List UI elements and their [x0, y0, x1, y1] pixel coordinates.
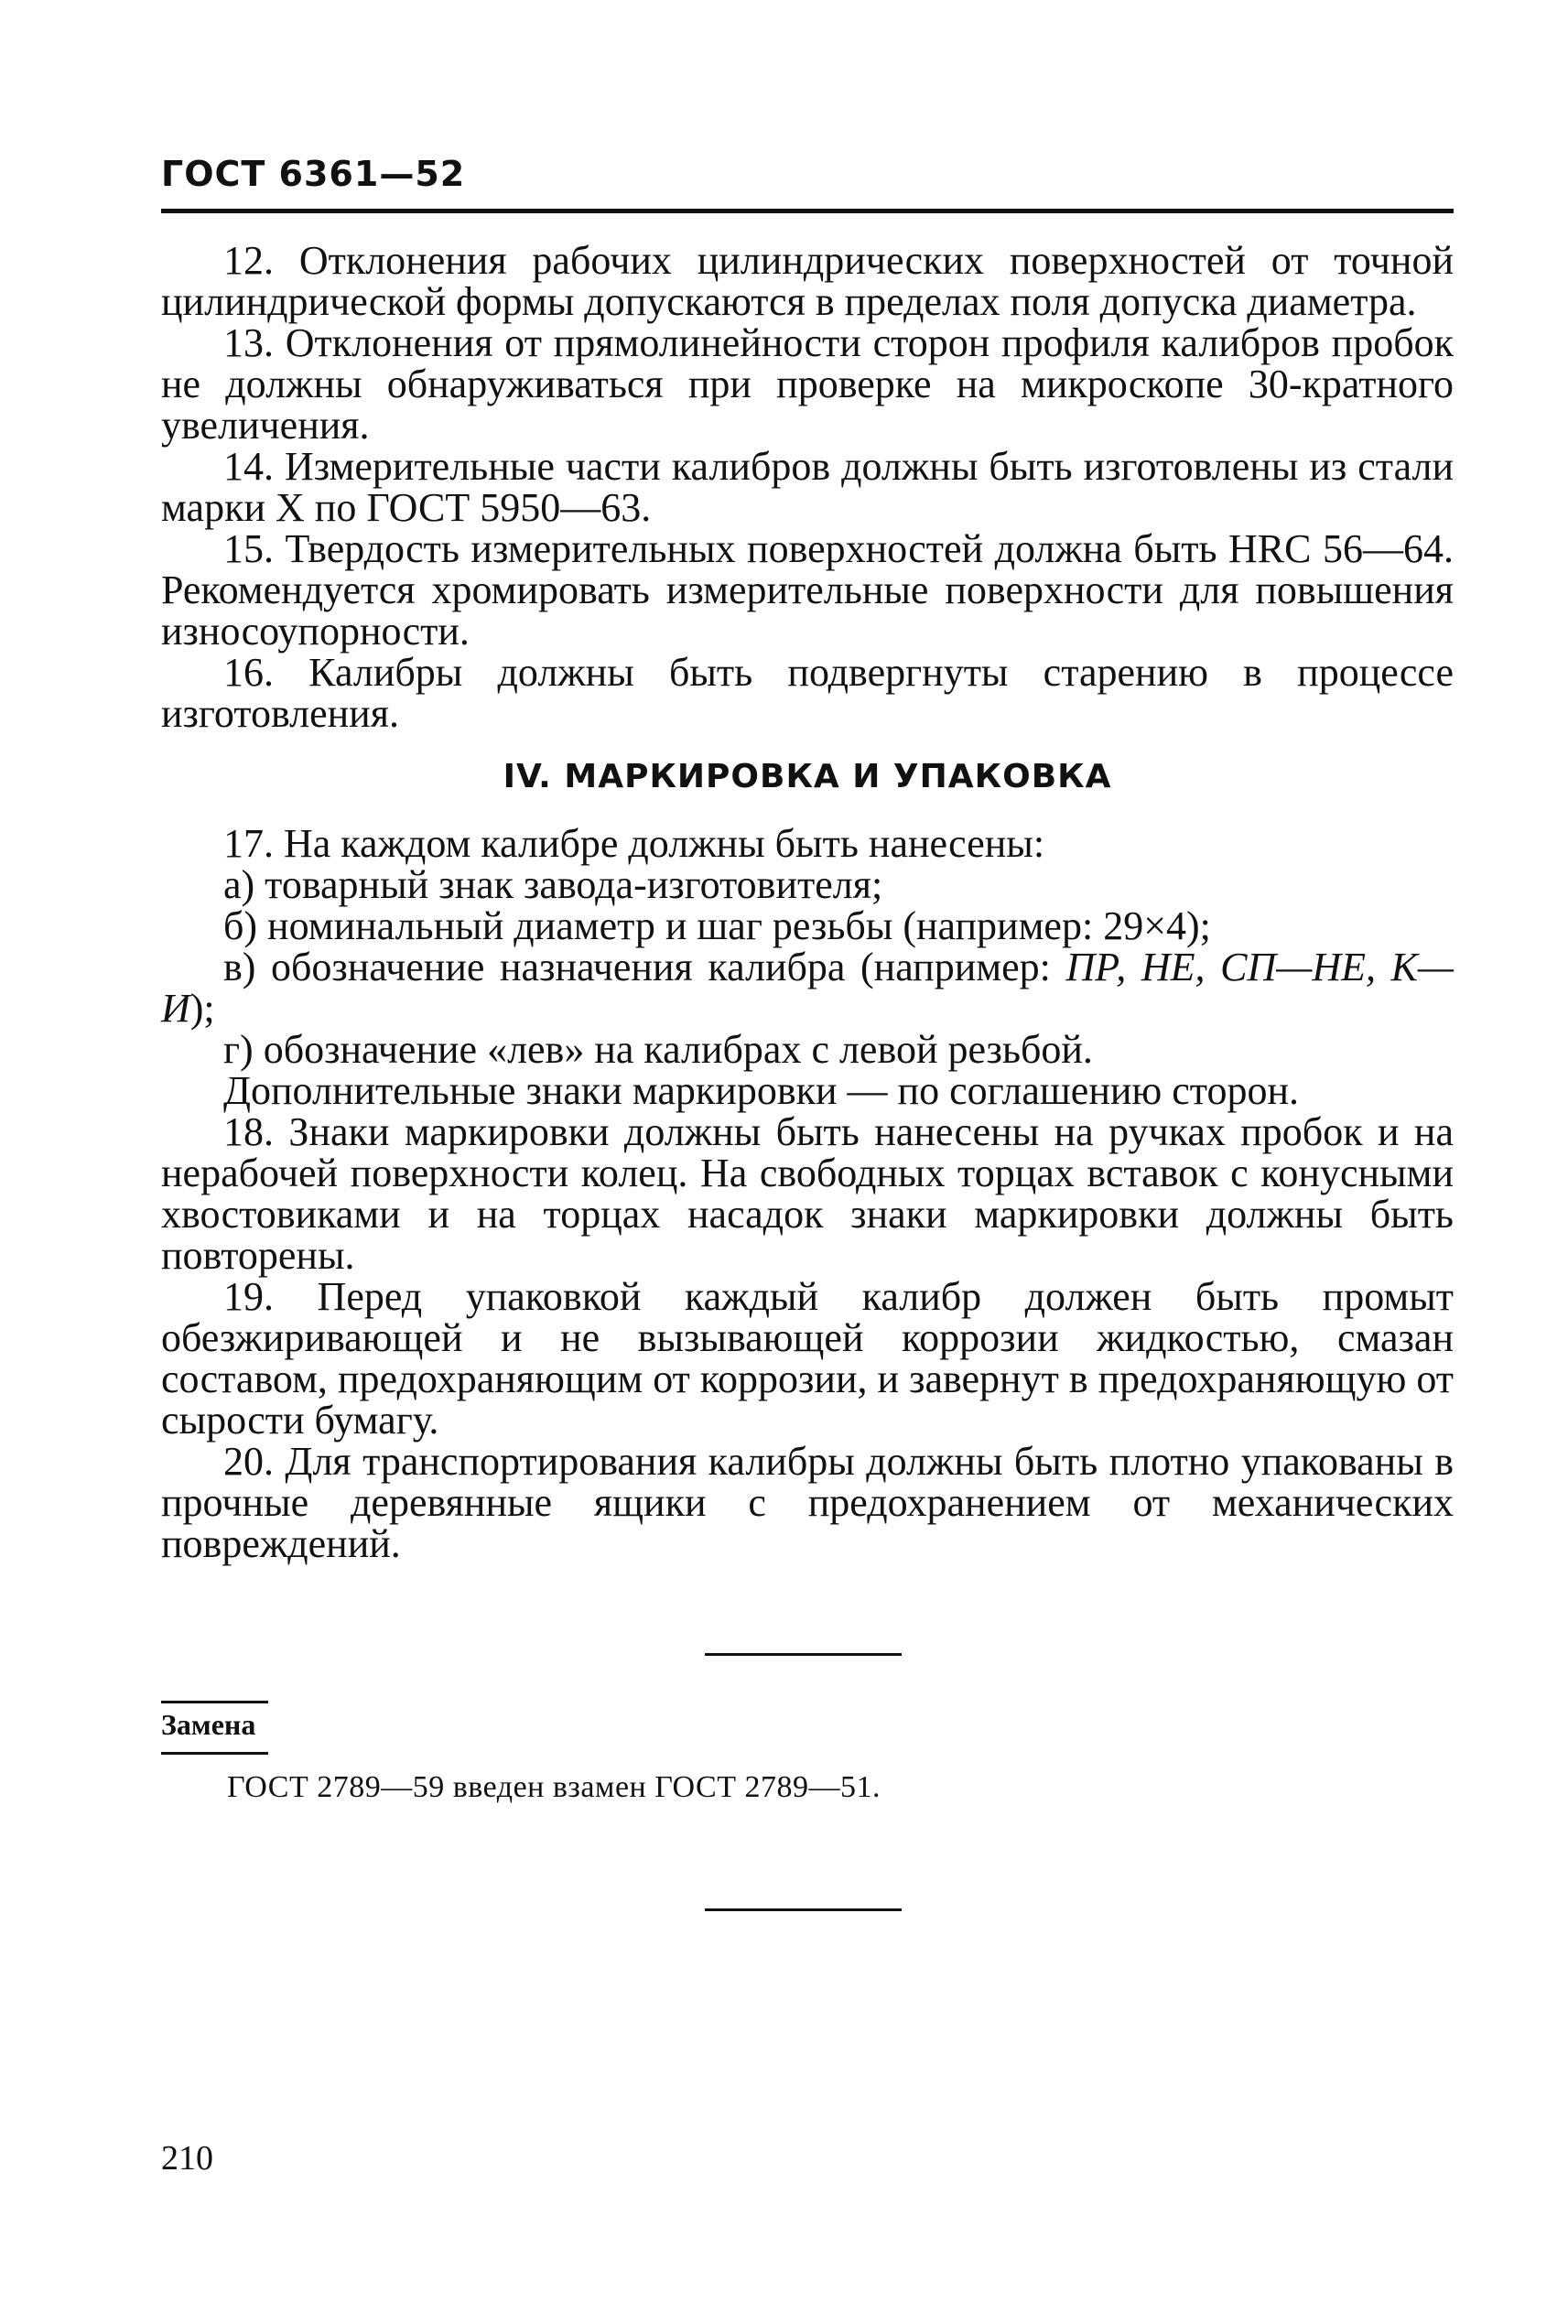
item-17-v — [161, 946, 1454, 1029]
item-17-a: а) товарный знак завода-изготовителя; — [223, 862, 883, 907]
replacement-text: ГОСТ 2789—59 введен взамен ГОСТ 2789—51. — [227, 1770, 881, 1804]
header-divider — [161, 209, 1454, 213]
paragraph-14: 14. Измерительные части калибров должны быть изготовлены из стали марки X по ГОСТ 5950—63. — [161, 444, 1454, 530]
separator-rule — [705, 1653, 902, 1656]
paragraph-17-intro: 17. На каждом калибре должны быть нанесены: — [223, 821, 1045, 866]
paragraph-13: 13. Отклонения от прямолинейности сторон профиля калибров пробок не должны обнаруживаться при проверке на микроскопе 30-кратного увеличения. — [161, 320, 1454, 448]
paragraph-16: 16. Калибры должны быть подвергнуты старению в процессе изготовления. — [161, 650, 1454, 736]
item-17-extra: Дополнительные знаки маркировки — по соглашению сторон. — [223, 1068, 1300, 1113]
document-body — [161, 240, 1454, 1564]
replacement-rule-top — [161, 1701, 268, 1703]
page-number: 210 — [161, 2139, 213, 2178]
item-17-g: г) обозначение «лев» на калибрах с левой резьбой. — [223, 1027, 1093, 1072]
separator-rule — [705, 1908, 902, 1911]
paragraph-19: 19. Перед упаковкой каждый калибр должен быть промыт обезжиривающей и не вызывающей коррозии жидкостью, смазан составом, предохраняющим от коррозии, и завернут в предохраняющую от сырости бумагу. — [161, 1274, 1454, 1443]
item-17-v-suffix: ); — [189, 986, 215, 1031]
paragraph-15: 15. Твердость измерительных поверхностей должна быть HRC 56—64. Рекомендуется хромировать измерительные поверхности для повышения износоупорности. — [161, 526, 1454, 654]
item-17-b: б) номинальный диаметр и шаг резьбы (например: 29×4); — [223, 903, 1211, 948]
paragraph-18: 18. Знаки маркировки должны быть нанесены на ручках пробок и на нерабочей поверхности колец. На свободных торцах вставок с конусными хвостовиками и на торцах насадок знаки маркировки должны быть повторены. — [161, 1109, 1454, 1278]
paragraph-12: 12. Отклонения рабочих цилиндрических поверхностей от точной цилиндрической формы допускаются в пределах поля допуска диаметра. — [161, 238, 1454, 324]
item-17-v-prefix: в) обозначение назначения калибра (например: — [223, 945, 1066, 989]
standard-header: ГОСТ 6361—52 — [161, 154, 466, 194]
paragraph-20: 20. Для транспортирования калибры должны быть плотно упакованы в прочные деревянные ящики с предохранением от механических повреждений. — [161, 1439, 1454, 1566]
replacement-label: Замена — [161, 1708, 256, 1741]
replacement-rule-bottom — [161, 1752, 268, 1755]
section-title: IV. МАРКИРОВКА И УПАКОВКА — [503, 758, 1112, 795]
item-17-v-codes: ПР, НЕ, СП—НЕ, К—И — [161, 945, 1454, 1031]
